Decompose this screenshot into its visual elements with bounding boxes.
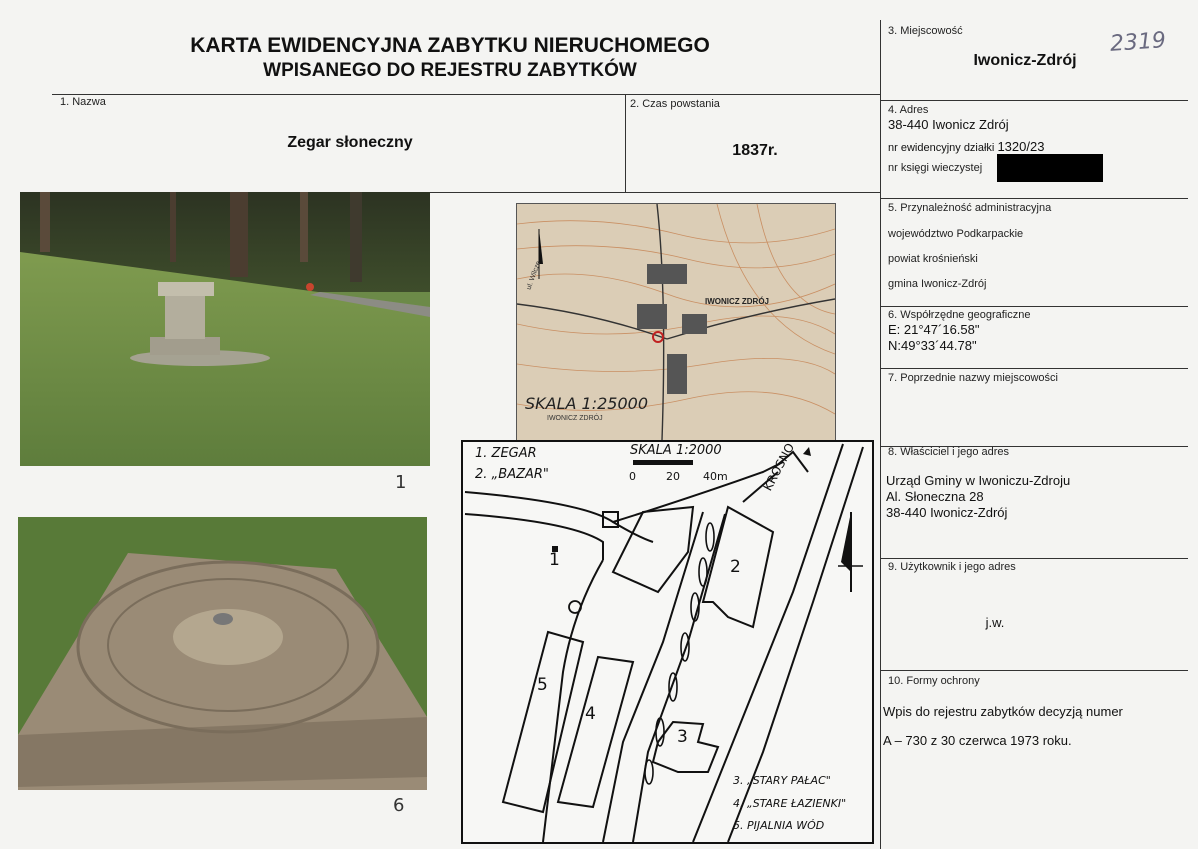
divider bbox=[625, 94, 626, 192]
photo-park-sundial bbox=[20, 192, 430, 466]
field-date-label: 2. Czas powstania bbox=[630, 98, 720, 110]
owner-line-1: Urząd Gminy w Iwoniczu-Zdroju bbox=[886, 473, 1071, 488]
catalog-number: 2319 bbox=[1109, 28, 1167, 57]
sketch-number-3: 3 bbox=[677, 727, 688, 747]
sketch-scale-tick-20: 20 bbox=[666, 470, 680, 483]
redaction-box bbox=[997, 154, 1103, 182]
sketch-number-1: 1 bbox=[549, 550, 560, 570]
field-date-value: 1837r. bbox=[732, 142, 778, 159]
photo1-caption: 1 bbox=[395, 472, 407, 493]
protection-line-1: Wpis do rejestru zabytków decyzją numer bbox=[883, 704, 1123, 719]
title-line-2: WPISANEGO DO REJESTRU ZABYTKÓW bbox=[263, 60, 637, 81]
coord-e: E: 21°47´16.58" bbox=[888, 322, 980, 337]
parcel-label: nr ewidencyjny działki bbox=[888, 142, 995, 154]
field-owner-label: 8. Właściciel i jego adres bbox=[888, 446, 1010, 458]
field-name-value: Zegar słoneczny bbox=[287, 134, 413, 151]
document-title bbox=[20, 34, 880, 82]
topo-place-label: IWONICZ ZDRÓJ bbox=[705, 297, 769, 306]
sketch-legend-1: 1. ZEGAR bbox=[475, 446, 537, 461]
field-locality-label: 3. Miejscowość bbox=[888, 25, 963, 37]
field-user-label: 9. Użytkownik i jego adres bbox=[888, 561, 1016, 573]
commune: gmina Iwonicz-Zdrój bbox=[888, 278, 987, 290]
protection-line-2: A – 730 z 30 czerwca 1973 roku. bbox=[883, 733, 1072, 748]
field-locality-value: Iwonicz-Zdrój bbox=[973, 52, 1077, 69]
field-protection-label: 10. Formy ochrony bbox=[888, 675, 980, 687]
voivodeship: województwo Podkarpackie bbox=[888, 228, 1024, 240]
county: powiat krośnieński bbox=[888, 253, 978, 265]
sketch-map bbox=[461, 440, 874, 844]
user-value: j.w. bbox=[985, 615, 1005, 630]
topo-scale-label: SKALA 1:25000 bbox=[525, 394, 649, 413]
divider bbox=[880, 100, 1188, 101]
field-admin-label: 5. Przynależność administracyjna bbox=[888, 202, 1052, 214]
divider bbox=[880, 198, 1188, 199]
topo-scale-sublabel: IWONICZ ZDRÓJ bbox=[547, 415, 603, 422]
sketch-scale-tick-40: 40m bbox=[703, 470, 728, 483]
field-coords-label: 6. Współrzędne geograficzne bbox=[888, 309, 1031, 321]
photo-park-drawing bbox=[20, 192, 430, 466]
sketch-scale-label: SKALA 1:2000 bbox=[630, 443, 722, 458]
divider bbox=[880, 20, 881, 849]
topographic-map bbox=[516, 203, 836, 441]
photo2-caption: 6 bbox=[393, 795, 405, 816]
divider bbox=[880, 306, 1188, 307]
photo-sundial-closeup bbox=[18, 517, 427, 790]
field-prev-names-label: 7. Poprzednie nazwy miejscowości bbox=[888, 372, 1058, 384]
title-line-1: KARTA EWIDENCYJNA ZABYTKU NIERUCHOMEGO bbox=[190, 34, 710, 57]
sketch-number-2: 2 bbox=[730, 557, 741, 577]
sketch-number-5: 5 bbox=[537, 675, 548, 695]
sketch-legend-5: 5. PIJALNIA WÓD bbox=[733, 819, 825, 832]
owner-line-3: 38-440 Iwonicz-Zdrój bbox=[886, 505, 1008, 520]
topo-road-label: ul. Wilcze bbox=[525, 260, 543, 291]
sketch-scale-tick-0: 0 bbox=[629, 470, 636, 483]
sketch-number-4: 4 bbox=[585, 704, 596, 724]
land-book-label: nr księgi wieczystej bbox=[888, 162, 983, 174]
divider bbox=[52, 94, 880, 95]
divider bbox=[880, 558, 1188, 559]
sketch-legend-2: 2. „BAZAR" bbox=[475, 467, 549, 482]
sketch-legend-3: 3. „STARY PAŁAC" bbox=[733, 774, 831, 787]
coord-n: N:49°33´44.78" bbox=[888, 338, 977, 353]
address-line: 38-440 Iwonicz Zdrój bbox=[888, 117, 1009, 132]
sketch-road-label: KROSNO bbox=[760, 440, 798, 494]
photo-closeup-drawing bbox=[18, 517, 427, 790]
owner-line-2: Al. Słoneczna 28 bbox=[886, 489, 984, 504]
parcel-row bbox=[888, 139, 1044, 154]
divider bbox=[880, 670, 1188, 671]
parcel-value: 1320/23 bbox=[997, 139, 1045, 154]
field-name-label: 1. Nazwa bbox=[60, 96, 106, 108]
sketch-legend-4: 4. „STARE ŁAZIENKI" bbox=[733, 797, 847, 810]
field-address-label: 4. Adres bbox=[888, 104, 929, 116]
divider bbox=[880, 368, 1188, 369]
